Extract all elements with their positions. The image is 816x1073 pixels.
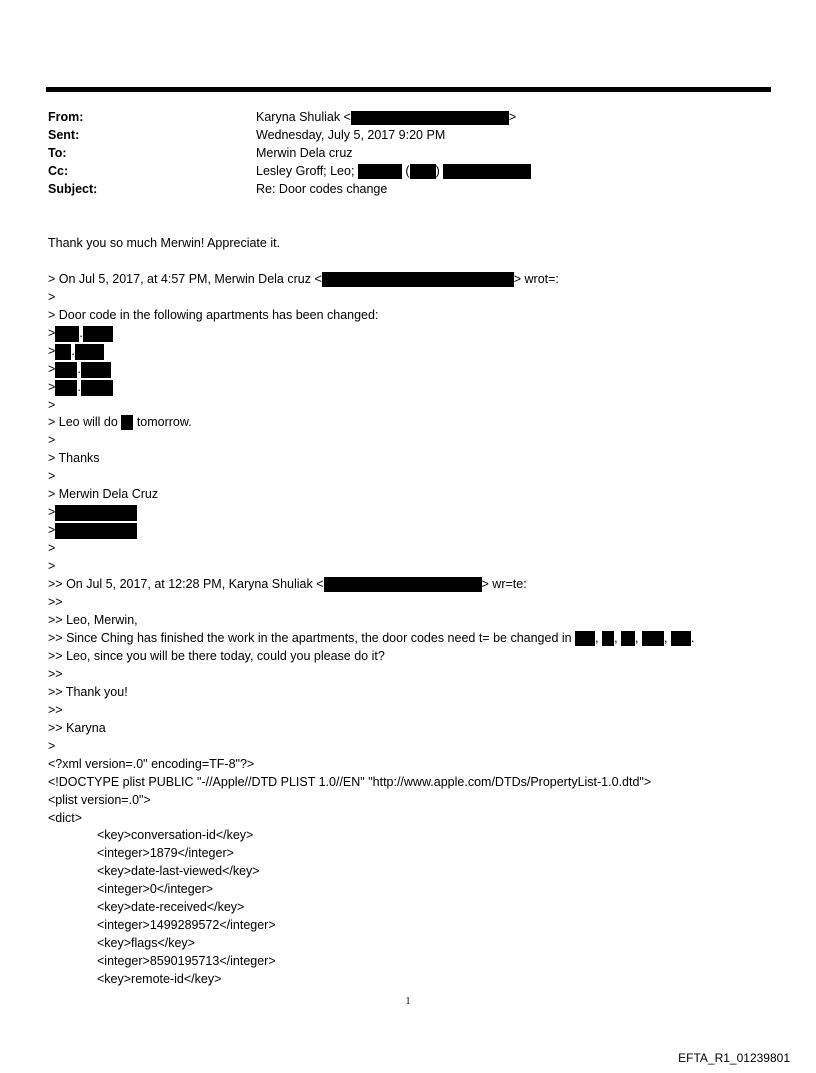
to-value: Merwin Dela cruz: [256, 146, 353, 160]
page-number: 1: [405, 996, 411, 1007]
apartment-list-item: > .: [48, 324, 113, 342]
redaction-box: [602, 631, 614, 646]
redaction-box: [324, 577, 482, 592]
header-rule: [46, 87, 771, 92]
quote-line: >: [48, 469, 56, 483]
quote-line: >> Leo, since you will be there today, could you please do it?: [48, 649, 385, 663]
quote-line: >: [48, 739, 56, 753]
xml-line: <key>date-received</key>: [97, 900, 245, 914]
redaction-box: [55, 362, 77, 378]
from-value: Karyna Shuliak < >: [256, 110, 517, 124]
quote-line: >> Since Ching has finished the work in the apartments, the door codes need t= be changed in , , , , .: [48, 631, 695, 645]
xml-line: <key>conversation-id</key>: [97, 828, 254, 842]
apartment-list-item: > .: [48, 342, 104, 360]
redaction-box: [443, 164, 531, 179]
redaction-box: [55, 505, 137, 521]
xml-line: <dict>: [48, 811, 83, 825]
quote-line: >: [48, 503, 137, 521]
xml-line: <!DOCTYPE plist PUBLIC "-//Apple//DTD PLIST 1.0//EN" "http://www.apple.com/DTDs/PropertyList-1.0.dtd">: [48, 775, 652, 789]
apartment-list-item: > .: [48, 378, 113, 396]
quote-line: >> Thank you!: [48, 685, 128, 699]
quote-line: >>: [48, 595, 63, 609]
redaction-box: [358, 164, 402, 179]
redaction-box: [322, 272, 514, 287]
quote-line: >> Karyna: [48, 721, 106, 735]
redaction-box: [75, 344, 104, 360]
bates-number: EFTA_R1_01239801: [678, 1051, 790, 1065]
quote-line: >: [48, 541, 56, 555]
apartment-list-item: > .: [48, 360, 111, 378]
body-line: Thank you so much Merwin! Appreciate it.: [48, 236, 281, 250]
redaction-box: [351, 111, 509, 125]
quote-line: > Thanks: [48, 451, 100, 465]
cc-value: Lesley Groff; Leo; ( ): [256, 162, 531, 180]
quote-line: >: [48, 521, 137, 539]
redaction-box: [642, 631, 664, 646]
quote-line: >: [48, 433, 56, 447]
xml-line: <integer>0</integer>: [97, 882, 214, 896]
quote-line: >>: [48, 667, 63, 681]
quote-line: >: [48, 398, 56, 412]
redaction-box: [55, 326, 79, 342]
sent-value: Wednesday, July 5, 2017 9:20 PM: [256, 128, 446, 142]
quote-line: > Door code in the following apartments has been changed:: [48, 308, 379, 322]
quoted-header-line: >> On Jul 5, 2017, at 12:28 PM, Karyna Shuliak < > wr=te:: [48, 577, 527, 591]
subject-label: Subject:: [48, 182, 98, 196]
from-label: From:: [48, 110, 84, 124]
redaction-box: [121, 415, 133, 430]
quote-line: >: [48, 290, 56, 304]
redaction-box: [410, 164, 436, 179]
xml-line: <key>date-last-viewed</key>: [97, 864, 260, 878]
redaction-box: [575, 631, 595, 646]
xml-line: <integer>1879</integer>: [97, 846, 234, 860]
cc-label: Cc:: [48, 164, 69, 178]
subject-value: Re: Door codes change: [256, 182, 388, 196]
quoted-header-line: > On Jul 5, 2017, at 4:57 PM, Merwin Dela cruz < > wrot=:: [48, 272, 559, 286]
quote-line: > Leo will do tomorrow.: [48, 415, 192, 429]
redaction-box: [671, 631, 691, 646]
quote-line: > Merwin Dela Cruz: [48, 487, 159, 501]
quote-line: >: [48, 559, 56, 573]
redaction-box: [55, 380, 77, 396]
xml-line: <plist version=.0">: [48, 793, 151, 807]
redaction-box: [81, 362, 111, 378]
xml-line: <integer>8590195713</integer>: [97, 954, 276, 968]
quote-line: >>: [48, 703, 63, 717]
redaction-box: [81, 380, 113, 396]
xml-line: <integer>1499289572</integer>: [97, 918, 276, 932]
sent-label: Sent:: [48, 128, 80, 142]
redaction-box: [55, 344, 71, 360]
xml-line: <key>flags</key>: [97, 936, 195, 950]
xml-line: <key>remote-id</key>: [97, 972, 222, 986]
redaction-box: [55, 523, 137, 539]
quote-line: >> Leo, Merwin,: [48, 613, 138, 627]
xml-line: <?xml version=.0" encoding=TF-8"?>: [48, 757, 255, 771]
redaction-box: [621, 631, 635, 646]
to-label: To:: [48, 146, 67, 160]
redaction-box: [83, 326, 113, 342]
